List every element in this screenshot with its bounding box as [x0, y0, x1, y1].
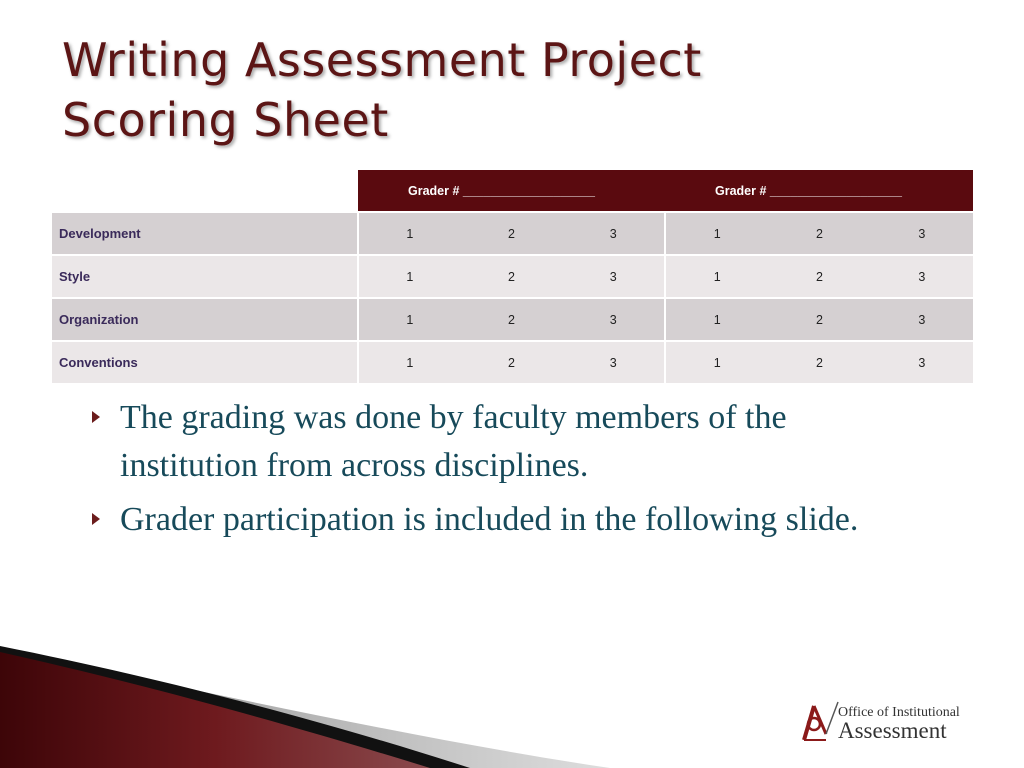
score-option: 1 [713, 226, 721, 241]
score-option: 1 [713, 312, 721, 327]
grader2-scores [665, 212, 973, 255]
table-row [52, 212, 973, 255]
score-option: 1 [406, 269, 414, 284]
grader1-scores [358, 298, 665, 341]
score-option: 2 [508, 355, 515, 370]
grader-header-1: Grader # ___________________ [358, 170, 665, 212]
grader2-scores [665, 341, 973, 383]
score-option: 3 [918, 226, 926, 241]
score-option: 3 [609, 226, 617, 241]
score-option: 3 [918, 312, 926, 327]
score-option: 3 [609, 355, 617, 370]
slide-title-line1: Writing Assessment Project [62, 33, 702, 87]
grader1-scores [358, 341, 665, 383]
grader2-scores [665, 298, 973, 341]
score-option: 3 [918, 269, 926, 284]
score-option: 2 [816, 355, 823, 370]
score-option: 2 [816, 226, 823, 241]
oia-logo [800, 696, 980, 746]
grader1-scores [358, 255, 665, 298]
slide-title [62, 30, 962, 150]
score-option: 2 [508, 312, 515, 327]
slide-title-line2: Scoring Sheet [62, 93, 389, 147]
score-option: 1 [713, 269, 721, 284]
score-option: 3 [609, 269, 617, 284]
criterion-label: Conventions [52, 341, 358, 383]
bullet-item [92, 496, 922, 544]
scoring-table [52, 170, 973, 383]
grader-header-2: Grader # ___________________ [665, 170, 973, 212]
bullet-item [92, 394, 922, 490]
bullet-text: The grading was done by faculty members of the institution from across disciplines. [120, 399, 787, 484]
score-option: 1 [713, 355, 721, 370]
grader1-scores [358, 212, 665, 255]
grader2-scores [665, 255, 973, 298]
logo-text-line2: Assessment [838, 718, 947, 743]
triangle-bullet-icon [92, 411, 100, 423]
table-header-row [52, 170, 973, 212]
header-blank-cell [52, 170, 358, 212]
score-option: 3 [609, 312, 617, 327]
score-option: 2 [508, 226, 515, 241]
oia-logo-mark [800, 696, 840, 746]
score-option: 1 [406, 226, 414, 241]
score-option: 2 [508, 269, 515, 284]
score-option: 1 [406, 312, 414, 327]
criterion-label: Development [52, 212, 358, 255]
score-option: 2 [816, 312, 823, 327]
table-row [52, 255, 973, 298]
criterion-label: Organization [52, 298, 358, 341]
logo-text-line1: Office of Institutional [838, 705, 960, 720]
score-option: 3 [918, 355, 926, 370]
table-row [52, 341, 973, 383]
bullet-list [92, 394, 922, 550]
triangle-bullet-icon [92, 513, 100, 525]
score-option: 2 [816, 269, 823, 284]
score-option: 1 [406, 355, 414, 370]
bullet-text: Grader participation is included in the following slide. [120, 501, 859, 538]
criterion-label: Style [52, 255, 358, 298]
table-row [52, 298, 973, 341]
